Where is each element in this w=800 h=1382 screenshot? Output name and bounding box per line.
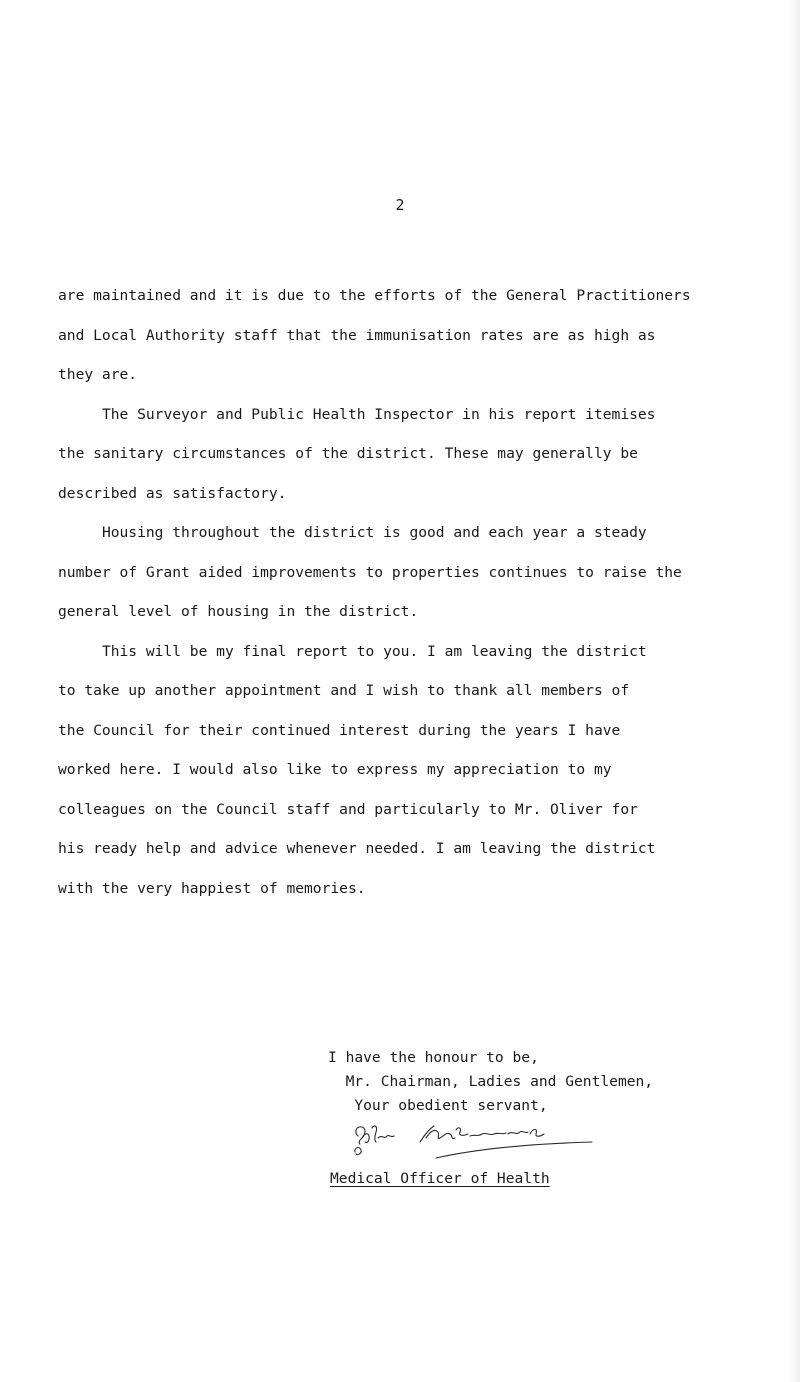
closing-line: Your obedient servant, — [328, 1097, 548, 1114]
letter-closing — [328, 1046, 653, 1118]
text-line: worked here. I would also like to express my appreciation to my — [58, 761, 612, 778]
paragraph-housing — [58, 513, 778, 632]
text-line: This will be my final report to you. I am leaving the district — [58, 642, 647, 660]
text-line: are maintained and it is due to the efforts of the General Practitioners — [58, 287, 691, 304]
text-line: Housing throughout the district is good and each year a steady — [58, 524, 647, 541]
closing-line: I have the honour to be, — [328, 1049, 539, 1066]
scan-edge-shadow — [788, 0, 800, 1382]
handwritten-signature — [352, 1122, 612, 1164]
text-line: colleagues on the Council staff and particularly to Mr. Oliver for — [58, 800, 638, 818]
paragraph-immunisation — [58, 276, 778, 395]
officer-title: Medical Officer of Health — [330, 1170, 550, 1187]
text-line: his ready help and advice whenever needed. I am leaving the district — [58, 840, 656, 857]
text-line: the Council for their continued interest during the years I have — [58, 721, 621, 739]
text-line: The Surveyor and Public Health Inspector in his report itemises — [58, 405, 656, 423]
closing-line: Mr. Chairman, Ladies and Gentlemen, — [328, 1073, 654, 1090]
paragraph-farewell — [58, 632, 778, 909]
letter-body — [58, 276, 778, 908]
text-line: and Local Authority staff that the immunisation rates are as high as — [58, 326, 656, 344]
text-line: the sanitary circumstances of the district. These may generally be — [58, 445, 638, 462]
paragraph-sanitary — [58, 395, 778, 514]
text-line: number of Grant aided improvements to properties continues to raise the — [58, 563, 682, 581]
text-line: general level of housing in the district. — [58, 603, 419, 620]
page-number: 2 — [395, 196, 405, 214]
text-line: to take up another appointment and I wish to thank all members of — [58, 682, 630, 699]
text-line: they are. — [58, 366, 138, 383]
text-line: described as satisfactory. — [58, 484, 287, 502]
text-line: with the very happiest of memories. — [58, 879, 366, 897]
